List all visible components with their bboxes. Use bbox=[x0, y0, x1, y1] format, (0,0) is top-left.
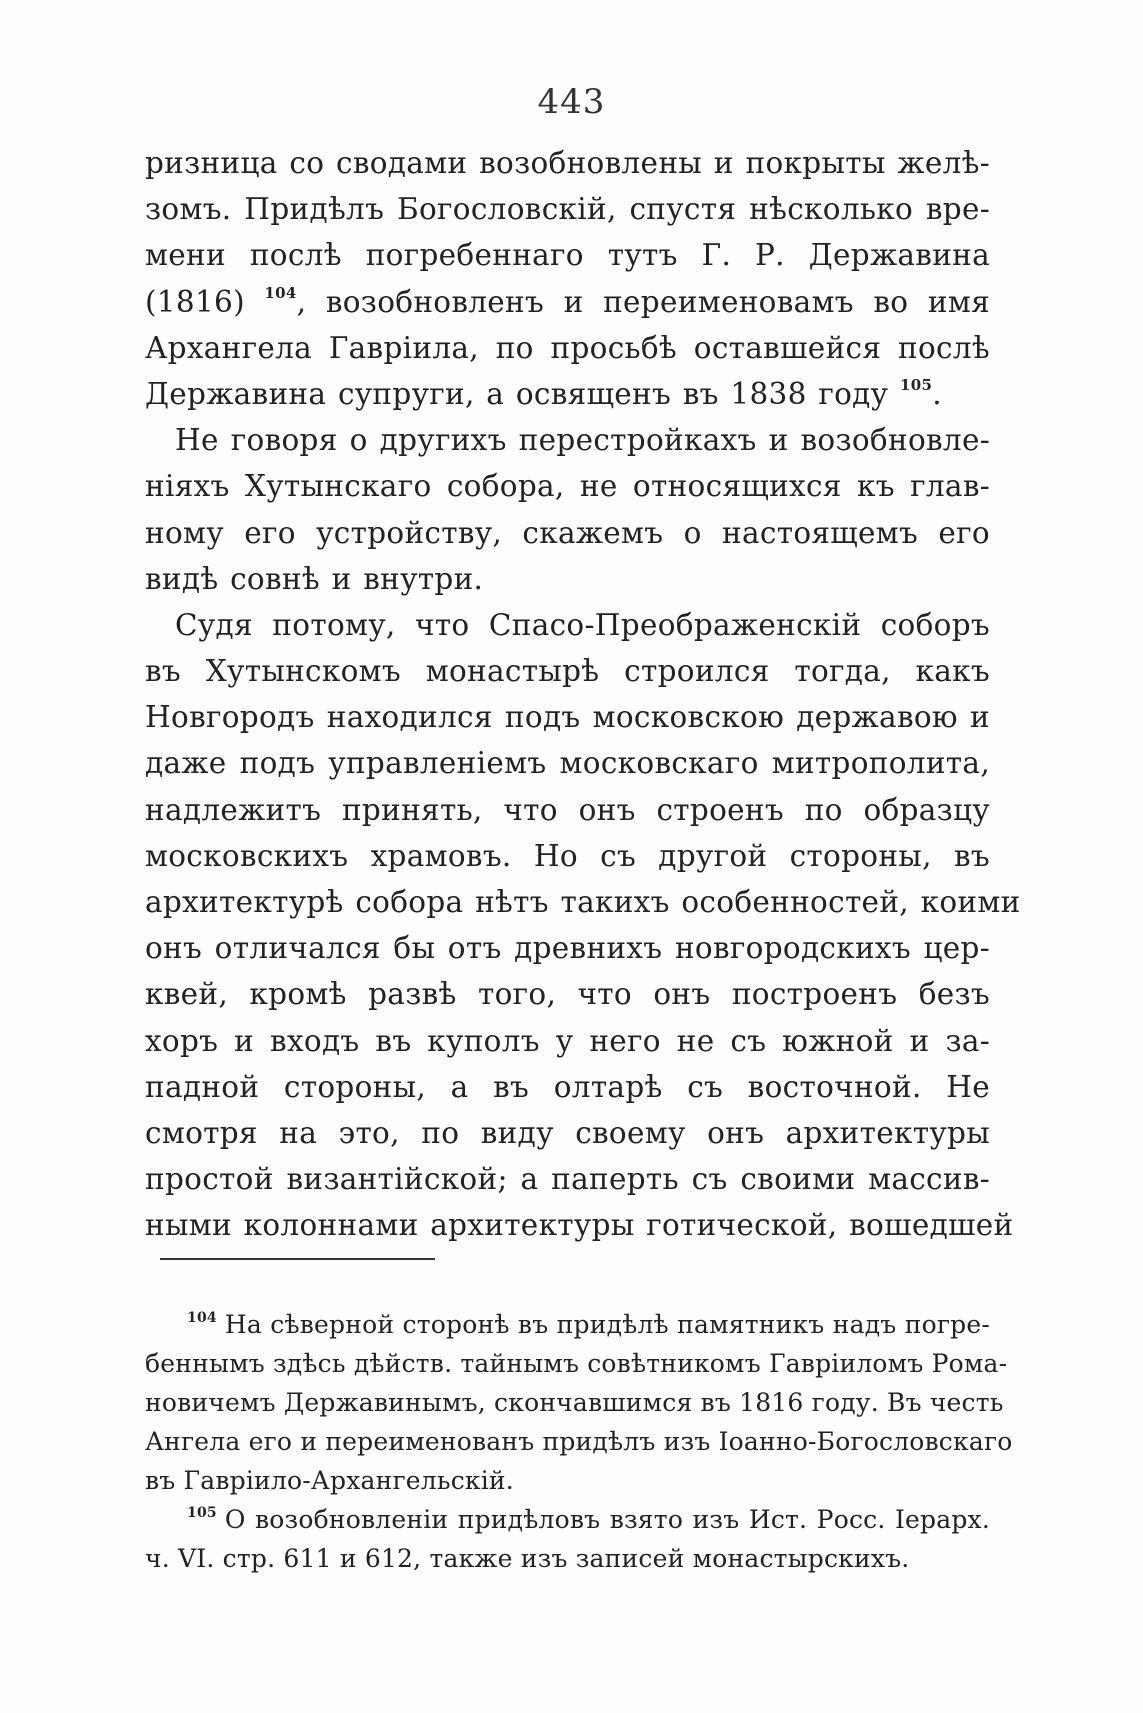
footnote-separator bbox=[160, 1258, 435, 1260]
text-line: смотря на это, по виду своему онъ архитектуры bbox=[145, 1115, 990, 1150]
page-number: 443 bbox=[537, 82, 606, 122]
text-line: Судя потому, что Спасо-Преображенскій соборъ bbox=[175, 607, 990, 642]
text-line: московскихъ храмовъ. Но съ другой стороны, въ bbox=[145, 838, 990, 873]
text-line: мени послѣ погребеннаго тутъ Г. Р. Державина bbox=[145, 238, 990, 273]
main-text bbox=[145, 140, 1021, 1249]
footnote-104: $^{104}$ На сѣверной сторонѣ въ придѣлѣ памятникъ надъ погре- bbox=[187, 1310, 990, 1339]
footnote-line: въ Гавріило-Архангельскій. bbox=[145, 1466, 514, 1495]
text-line: хоръ и входъ въ куполъ у него не съ южной и за- bbox=[145, 1023, 990, 1058]
text-line: квей, кромѣ развѣ того, что онъ построенъ безъ bbox=[145, 977, 990, 1012]
footnotes bbox=[145, 1305, 1013, 1578]
text-line: ному его устройству, скажемъ о настоящемъ его bbox=[145, 515, 990, 550]
text-line: зомъ. Придѣлъ Богословскій, спустя нѣсколько вре- bbox=[145, 192, 990, 227]
text-line: надлежитъ принять, что онъ строенъ по образцу bbox=[145, 792, 990, 827]
text-line: видѣ совнѣ и внутри. bbox=[145, 561, 484, 596]
text-line: ніяхъ Хутынскаго собора, не относящихся къ глав- bbox=[145, 469, 990, 504]
footnote-line: ч. VI. стр. 611 и 612, также изъ записей монастырскихъ. bbox=[145, 1544, 910, 1573]
text-line: онъ отличался бы отъ древнихъ новгородскихъ цер- bbox=[145, 931, 990, 966]
text-line: Державина супруги, а освященъ въ 1838 году $^{105}$. bbox=[145, 375, 942, 411]
text-line: Архангела Гавріила, по просьбѣ оставшейся послѣ bbox=[145, 330, 990, 365]
footnote-line: новичемъ Державинымъ, скончавшимся въ 1816 году. Въ честь bbox=[145, 1388, 1004, 1417]
text-line: въ Хутынскомъ монастырѣ строился тогда, какъ bbox=[145, 654, 990, 689]
footnote-line: беннымъ здѣсь дѣйств. тайнымъ совѣтникомъ Гавріиломъ Рома- bbox=[145, 1349, 1008, 1378]
footnote-mark: 105 bbox=[187, 1505, 217, 1521]
text-line: падной стороны, а въ олтарѣ съ восточной. Не bbox=[145, 1069, 990, 1104]
text-line: (1816) $^{104}$, возобновленъ и переименовамъ во имя bbox=[145, 283, 990, 319]
footnote-ref-105: 105 bbox=[899, 375, 933, 394]
text-line: ризница со сводами возобновлены и покрыты желѣ- bbox=[145, 146, 990, 180]
text-line: Не говоря о другихъ перестройкахъ и возобновле- bbox=[175, 423, 990, 458]
footnote-105: $^{105}$ О возобновленіи придѣловъ взято изъ Ист. Росс. Іерарх. bbox=[187, 1505, 990, 1534]
text-line: даже подъ управленіемъ московскаго митрополита, bbox=[145, 746, 990, 781]
footnote-mark: 104 bbox=[187, 1310, 217, 1326]
footnote-line: Ангела его и переименованъ придѣлъ изъ Іоанно-Богословскаго bbox=[145, 1427, 1013, 1456]
text-line: архитектурѣ собора нѣтъ такихъ особенностей, коими bbox=[145, 885, 1021, 919]
text-line: Новгородъ находился подъ московскою державою и bbox=[145, 700, 990, 735]
text-line: ными колоннами архитектуры готической, вошедшей bbox=[145, 1208, 1014, 1243]
footnote-ref-104: 104 bbox=[264, 283, 297, 302]
text-line: простой византійской; а паперть съ своими массив- bbox=[145, 1162, 990, 1197]
